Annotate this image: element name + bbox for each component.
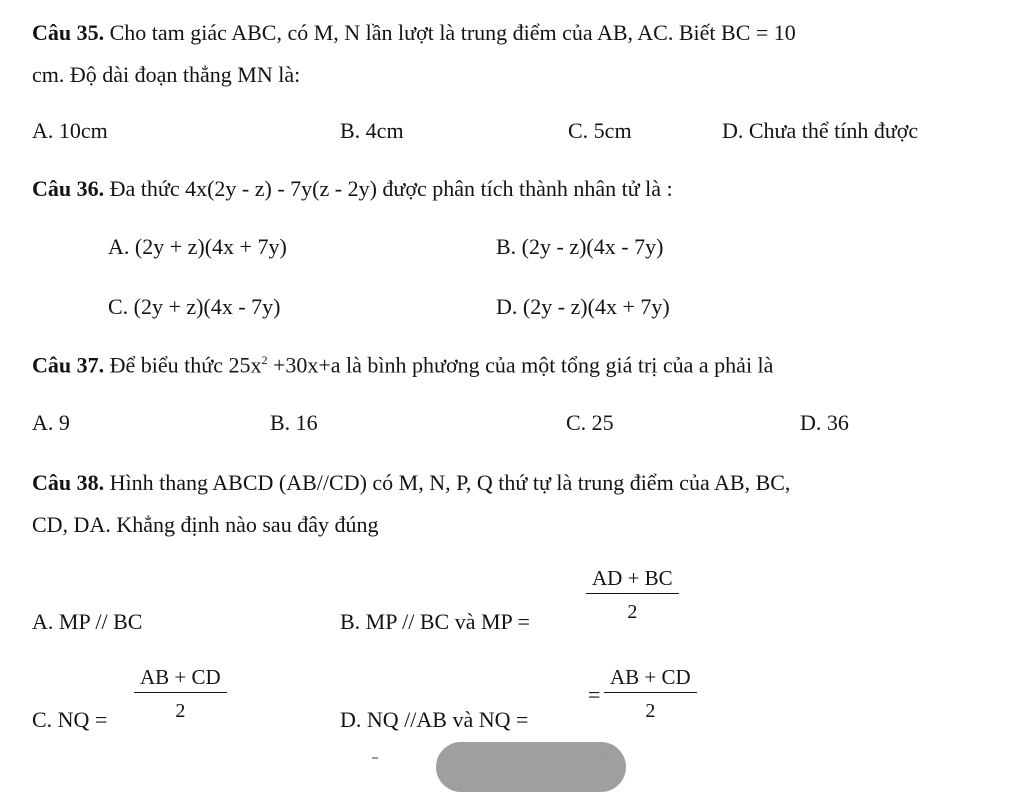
q37-option-b: B. 16 [270,410,318,435]
q37-option-a: A. 9 [32,410,70,435]
question-37-exponent: 2 [261,353,268,367]
q37-option-c: C. 25 [566,410,614,435]
q38-option-c-fraction [134,667,227,721]
scroll-handle[interactable] [436,742,626,792]
q38-option-c-denominator: 2 [175,700,186,722]
q38-option-d-numerator: AB + CD [604,667,697,693]
q35-option-c: C. 5cm [568,118,632,143]
q35-option-a: A. 10cm [32,118,108,143]
q36-option-d: D. (2y - z)(4x + 7y) [496,294,670,319]
question-38-label: Câu 38. [32,470,105,495]
q38-option-d-equals: = [588,682,601,707]
q36-option-a: A. (2y + z)(4x + 7y) [108,234,287,259]
q38-option-c-text: C. NQ = [32,707,108,732]
question-38-text: Hình thang ABCD (AB//CD) có M, N, P, Q thứ tự là trung điểm của AB, BC, [109,470,791,495]
question-35-text: Cho tam giác ABC, có M, N lần lượt là trung điểm của AB, AC. Biết BC = 10 [109,20,796,45]
q37-option-d: D. 36 [800,410,849,435]
question-36-label: Câu 36. [32,176,105,201]
question-37-text-after: +30x+a là bình phương của một tổng giá trị của a phải là [267,352,774,378]
q36-option-c: C. (2y + z)(4x - 7y) [108,294,281,319]
q38-option-d-denominator: 2 [645,700,656,722]
q35-option-d: D. Chưa thể tính được [722,118,919,143]
question-35-line2: cm. Độ dài đoạn thẳng MN là: [32,62,301,87]
question-35-label: Câu 35. [32,20,105,45]
q36-option-b: B. (2y - z)(4x - 7y) [496,234,664,259]
q38-option-c-numerator: AB + CD [134,667,227,693]
question-38-line2: CD, DA. Khẳng định nào sau đây đúng [32,512,379,537]
question-35-line1 [32,22,796,44]
cropped-text-fragment [372,757,378,759]
question-36 [32,178,673,200]
q38-option-b-text: B. MP // BC và MP = [340,609,530,634]
q38-option-b-denominator: 2 [627,601,638,623]
q35-option-b: B. 4cm [340,118,404,143]
question-38-line1 [32,472,790,494]
q38-option-d-text: D. NQ //AB và NQ = [340,707,529,732]
question-37-label: Câu 37. [32,352,105,378]
question-36-text: Đa thức 4x(2y - z) - 7y(z - 2y) được phân tích thành nhân tử là : [109,176,673,201]
question-37 [32,354,773,376]
q38-option-a: A. MP // BC [32,609,143,634]
question-37-text-before: Để biểu thức 25x [109,352,262,378]
cropped-text-fragment [600,757,606,759]
q38-option-b-numerator: AD + BC [586,568,679,594]
q38-option-d-fraction [604,667,697,721]
q38-option-b-fraction [586,568,679,622]
